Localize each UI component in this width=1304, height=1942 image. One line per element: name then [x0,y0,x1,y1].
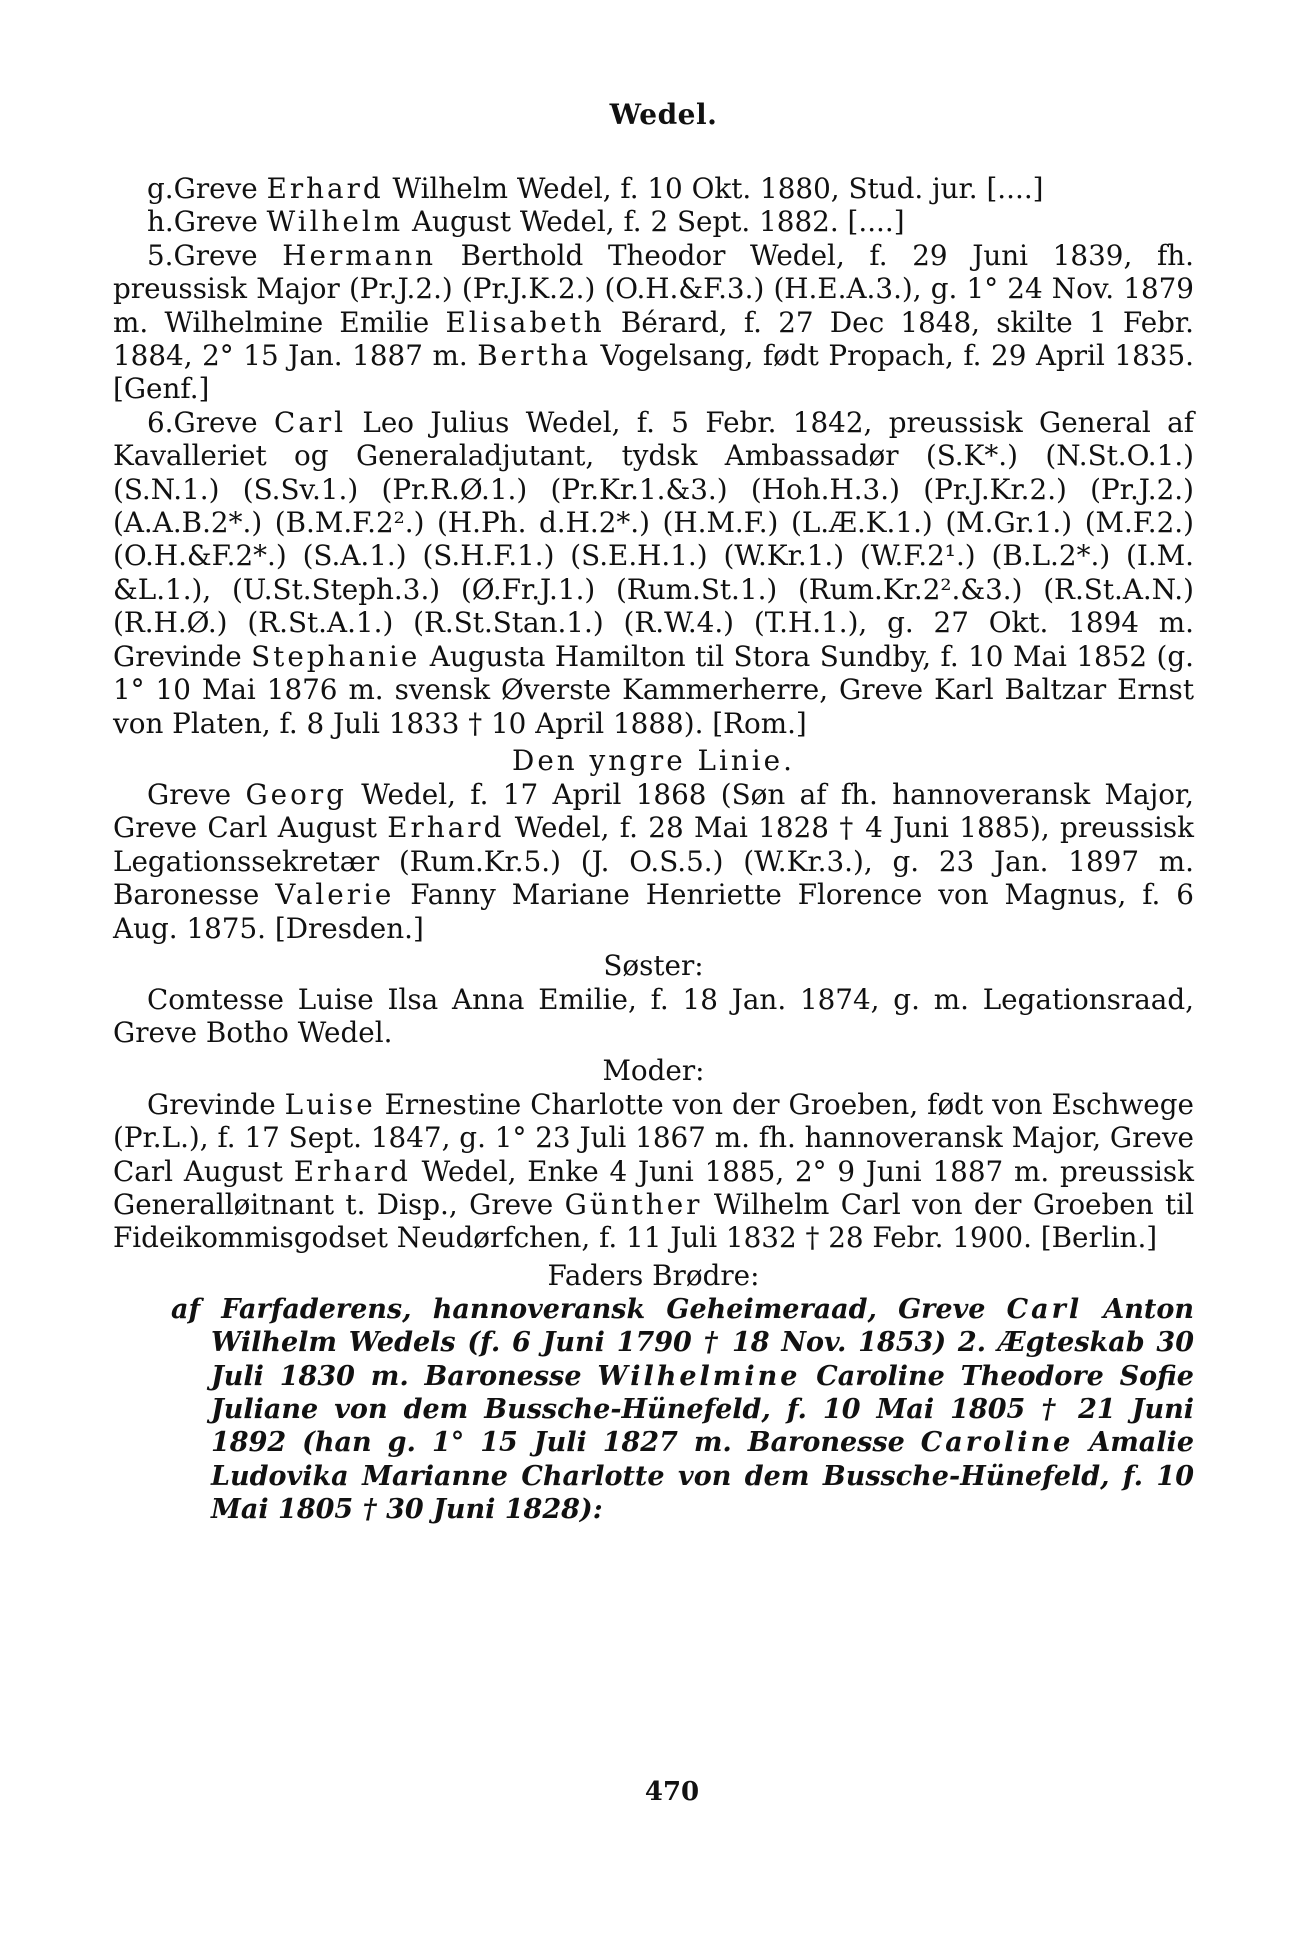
mother-entry: Grevinde Luise Ernestine Charlotte von der Groeben, født von Eschwege (Pr.L.), f. 17 Sept. 1847, g. 1° 23 Juli 1867 m. fh. hannoveransk Major, Greve Carl August Erhard Wedel, Enke 4 Juni 1885, 2° 9 Juni 1887 m. preussisk Generalløitnant t. Disp., Greve Günther Wilhelm Carl von der Groeben til Fideikommisgodset Neudørfchen, f. 11 Juli 1832 † 28 Febr. 1900. [Berlin.] [113,1087,1195,1255]
page-header: Wedel. [609,98,718,131]
entry-g: g.Greve Erhard Wilhelm Wedel, f. 10 Okt. 1880, Stud. jur. [....] [147,172,1044,205]
uncles-heading: Faders Brødre: [547,1258,760,1292]
mother-heading: Moder: [602,1053,705,1087]
younger-line-heading: Den yngre Linie. [512,743,795,777]
main-text [113,172,1194,1527]
entry-h: h.Greve Wilhelm August Wedel, f. 2 Sept. 1882. [....] [147,205,905,239]
georg-entry: Greve Georg Wedel, f. 17 April 1868 (Søn af fh. hannoveransk Major, Greve Carl August Erhard Wedel, f. 28 Mai 1828 † 4 Juni 1885), preussisk Legationssekretær (Rum.Kr.5.) (J. O.S.5.) (W.Kr.3.), g. 23 Jan. 1897 m. Baronesse Valerie Fanny Mariane Henriette Florence von Magnus, f. 6 Aug. 1875. [Dresden.] [113,777,1195,945]
entry-5: 5.Greve Hermann Berthold Theodor Wedel, f. 29 Juni 1839, fh. preussisk Major (Pr.J.2.) (Pr.J.K.2.) (O.H.&F.3.) (H.E.A.3.), g. 1° 24 Nov. 1879 m. Wilhelmine Emilie Elisabeth Bérard, f. 27 Dec 1848, skilte 1 Febr. 1884, 2° 15 Jan. 1887 m. Bertha Vogelsang, født Propach, f. 29 April 1835. [Genf.] [113,238,1195,406]
sister-entry: Comtesse Luise Ilsa Anna Emilie, f. 18 Jan. 1874, g. m. Legationsraad, Greve Botho Wedel. [113,982,1194,1050]
page-number: 470 [644,1777,700,1807]
uncles-entry: af Farfaderens, hannoveransk Geheimeraad, Greve Carl Anton Wilhelm Wedels (f. 6 Juni 1790 † 18 Nov. 1853) 2. Ægteskab 30 Juli 1830 m. Baronesse Wilhelmine Caroline Theodore Sofie Juliane von dem Bussche-Hünefeld, f. 10 Mai 1805 † 21 Juni 1892 (han g. 1° 15 Juli 1827 m. Baronesse Caroline Amalie Ludovika Marianne Charlotte von dem Bussche-Hünefeld, f. 10 Mai 1805 † 30 Juni 1828): [171,1293,1195,1526]
entry-6: 6.Greve Carl Leo Julius Wedel, f. 5 Febr. 1842, preussisk General af Kavalleriet og Generaladjutant, tydsk Ambassadør (S.K*.) (N.St.O.1.) (S.N.1.) (S.Sv.1.) (Pr.R.Ø.1.) (Pr.Kr.1.&3.) (Hoh.H.3.) (Pr.J.Kr.2.) (Pr.J.2.) (A.A.B.2*.) (B.M.F.2².) (H.Ph. d.H.2*.) (H.M.F.) (L.Æ.K.1.) (M.Gr.1.) (M.F.2.) (O.H.&F.2*.) (S.A.1.) (S.H.F.1.) (S.E.H.1.) (W.Kr.1.) (W.F.2¹.) (B.L.2*.) (I.M. &L.1.), (U.St.Steph.3.) (Ø.Fr.J.1.) (Rum.St.1.) (Rum.Kr.2².&3.) (R.St.A.N.) (R.H.Ø.) (R.St.A.1.) (R.St.Stan.1.) (R.W.4.) (T.H.1.), g. 27 Okt. 1894 m. Grevinde Stephanie Augusta Hamilton til Stora Sundby, f. 10 Mai 1852 (g. 1° 10 Mai 1876 m. svensk Øverste Kammerherre, Greve Karl Baltzar Ernst von Platen, f. 8 Juli 1833 † 10 April 1888). [Rom.] [113,405,1194,740]
sister-heading: Søster: [603,948,704,982]
